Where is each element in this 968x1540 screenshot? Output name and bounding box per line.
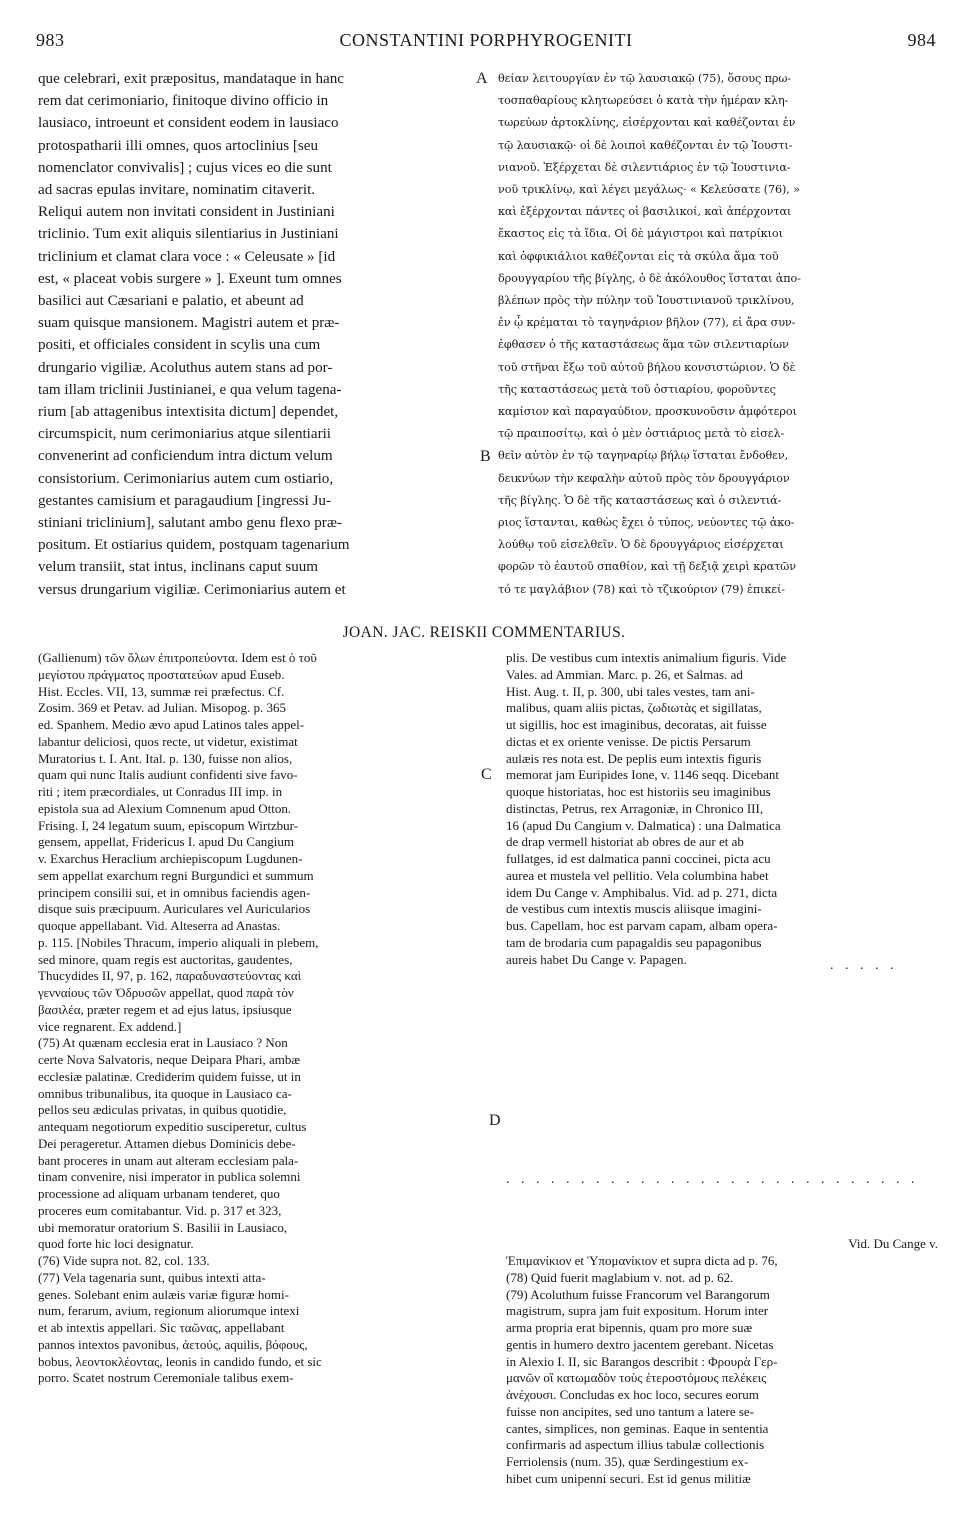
text-line: sem appellat exarchum regni Burgundici et summum — [38, 867, 314, 883]
text-line: et ab intextis appellari. Sic ταῶνας, appellabant — [38, 1320, 285, 1335]
ellipsis-dots-upper: . . . . . — [830, 958, 898, 973]
text-line: λούθῳ τοῦ εἰσελθεῖν. Ὁ δὲ δρουγγάριος εἰσέρχεται — [498, 538, 784, 552]
commentary-heading: JOAN. JAC. REISKII COMMENTARIUS. — [342, 624, 626, 641]
text-line: quod forte hic loci designatur. — [38, 1236, 194, 1252]
text-line — [506, 1220, 938, 1237]
text-line: num, ferarum, avium, regionum aliorumque intexi — [38, 1303, 300, 1319]
text-line — [506, 1102, 938, 1119]
text-line: v. Exarchus Heraclium archiepiscopum Lugdunen- — [38, 851, 303, 866]
page-header — [36, 30, 936, 56]
text-line: principem consilii sui, et in omnibus faciendis agen- — [38, 884, 311, 900]
text-line: de drap vermell historiat ab obres de aur et ab — [506, 834, 744, 850]
text-line: rium [ab attagenibus intextisita dictum] dependet, — [38, 404, 339, 421]
text-line: μεγίστου πράγματος προστατεύων apud Euseb. — [38, 666, 285, 682]
text-line: rem dat cerimoniario, finitoque divino officio in — [38, 93, 329, 110]
text-line: γενναίους τῶν Ὀδρυσῶν appellat, quod παρὰ τὸν — [38, 985, 294, 1000]
text-line: τῆς καταστάσεως μετὰ τοῦ ὀστιαρίου, φοροῦντες — [498, 382, 776, 396]
text-line: gestantes camisium et paragaudium [ingressi Ju- — [38, 492, 331, 509]
text-line: antequam negotiorum expeditio susciperetur, cultus — [38, 1119, 307, 1134]
text-line: gensem, appellat, Fridericus I. apud Du Cangium — [38, 834, 294, 850]
text-line: ad sacras epulas invitare, nominatim citaverit. — [38, 182, 316, 199]
text-line — [506, 1019, 938, 1036]
text-line — [506, 1086, 938, 1103]
text-line: lausiaco, introeunt et consident eodem in lausiaco — [38, 115, 339, 132]
text-line: bus. Capellam, hoc est parvam capam, albam opera- — [506, 918, 778, 933]
text-line: τωρεύων ἀρτοκλίνης, εἰσέρχονται καὶ καθέζονται ἐν — [498, 116, 796, 130]
text-line: Ferriolensis (num. 35), quæ Serdingestium ex- — [506, 1454, 749, 1469]
text-line: νοῦ τρικλίνῳ, καὶ λέγει μεγάλως· « Κελεύσατε (76), » — [498, 183, 800, 197]
text-line: positi, et officiales consident in scylis una cum — [38, 337, 321, 354]
text-line: (75) At quænam ecclesia erat in Lausiaco ? Non — [38, 1035, 288, 1051]
text-line: versus drungarium vigiliæ. Cerimoniarius autem et — [38, 581, 346, 598]
text-line: ἀνέχουσι. Concludas ex hoc loco, secures eorum — [506, 1387, 759, 1402]
text-line: ἐφθασεν ὁ τῆς καταστάσεως ἅμα τῶν σιλεντιαρίων — [498, 338, 789, 352]
text-line: βασιλέα, præter regem et ad ejus latus, ipsiusque — [38, 1001, 292, 1017]
text-line: ubi memoratur oratorium S. Basilii in Lausiaco, — [38, 1219, 288, 1235]
text-line: velum transiit, stat intus, inclinans caput suum — [38, 559, 319, 576]
text-line: epistola sua ad Alexium Comnenum apud Otton. — [38, 800, 292, 816]
text-line: aurea et mustela vel pellitio. Vela columbina habet — [506, 867, 769, 883]
text-line: Hist. Eccles. VII, 13, summæ rei præfectus. Cf. — [38, 683, 285, 699]
text-line: (77) Vela tagenaria sunt, quibus intexti atta- — [38, 1269, 266, 1285]
ellipsis-dots-lower: . . . . . . . . . . . . . . . . . . . . . . . . . . . . — [506, 1172, 919, 1187]
text-line: μανῶν οἳ κατωμαδὸν τοὺς ἑτεροστόμους πελέκεις — [506, 1370, 767, 1386]
text-line: pellos seu ædiculas privatas, in quibus quotidie, — [38, 1102, 287, 1118]
text-line: stiniani triclinium], salutant ambo genu flexo præ- — [38, 515, 342, 532]
text-line: arma propria erat bipennis, quam pro more suæ — [506, 1320, 753, 1335]
text-line: καμίσιον καὶ παραγαύδιον, προσκυνοῦσιν ἀμφότεροι — [498, 405, 797, 419]
text-line: (76) Vide supra not. 82, col. 133. — [38, 1253, 210, 1268]
text-line: τό τε μαγλάβιον (78) καὶ τὸ τζικούριον (79) ἐπικεί- — [498, 582, 785, 596]
text-line: tam illam triclinii Justinianei, e qua velum tagena- — [38, 381, 342, 398]
text-line: pannos intextos pavonibus, ἀετούς, aquilis, βόφους, — [38, 1336, 308, 1352]
text-line: est, « placeat vobis surgere » ]. Exeunt tum omnes — [38, 270, 342, 287]
page-number-right: 984 — [907, 30, 936, 50]
text-line: Frising. I, 24 legatum suum, episcopum Wirtzbur- — [38, 817, 299, 833]
text-line: Vid. Du Cange v. — [848, 1236, 938, 1252]
text-line — [506, 1069, 938, 1086]
text-line — [506, 1136, 938, 1153]
text-line: tam de brodaria cum papagaldis seu papagonibus — [506, 934, 762, 950]
text-line: quoque historiatas, hoc est historiis seu imaginibus — [506, 784, 771, 799]
text-line: processione ad aliquam urbanam tenderet, quo — [38, 1186, 280, 1201]
margin-marker-d: D — [489, 1112, 501, 1129]
text-line: vice regnarent. Ex addend.] — [38, 1018, 182, 1034]
text-line: νιανοῦ. Ἐξέρχεται δὲ σιλεντιάριος ἐν τῷ Ἰουστινια- — [498, 160, 791, 174]
text-line: circumspicit, num cerimoniarius atque silentiarii — [38, 426, 331, 443]
text-line: ut sigillis, hoc est imaginibus, decoratas, ait fuisse — [506, 717, 767, 732]
text-line: drungario vigiliæ. Acoluthus autem stans ad por- — [38, 359, 333, 376]
text-line: Muratorius t. I. Ant. Ital. p. 130, fuisse non alios, — [38, 750, 293, 766]
text-line: φορῶν τὸ ἑαυτοῦ σπαθίον, καὶ τῇ δεξιᾷ χειρὶ κρατῶν — [498, 560, 796, 574]
text-line: proceres eum comitabantur. Vid. p. 317 et 323, — [38, 1202, 282, 1218]
text-line: p. 115. [Nobiles Thracum, imperio aliquali in plebem, — [38, 934, 319, 950]
text-line: Dei perageretur. Attamen diebus Dominicis debe- — [38, 1135, 296, 1151]
text-line: ἕκαστος εἰς τὰ ἴδια. Οἱ δὲ μάγιστροι καὶ πατρίκιοι — [498, 227, 783, 241]
text-line: ἐν ᾧ κρέμαται τὸ ταγηνάριον βῆλον (77), εἰ ἄρα συν- — [498, 316, 796, 330]
text-line: ριος ἵστανται, καθὼς ἔχει ὁ τύπος, νεύοντες τῷ ἀκο- — [498, 516, 795, 530]
text-line — [506, 1203, 938, 1220]
text-line: dictas et ex oriente venisse. De pictis Persarum — [506, 733, 751, 749]
text-line: disque suis præcipuum. Auriculares vel Auricularios — [38, 901, 311, 917]
margin-marker-b: B — [480, 448, 491, 465]
text-line: (Gallienum) τῶν ὅλων ἐπιτροπεύοντα. Idem est ὁ τοῦ — [38, 650, 317, 665]
text-line: confirmaris ad aspectum illius tabulæ collectionis — [506, 1437, 765, 1453]
text-line: βλέπων πρὸς τὴν πύλην τοῦ Ἰουστινιανοῦ τρικλίνου, — [498, 294, 795, 308]
text-line: labantur deliciosi, quos recte, ut videtur, existimat — [38, 733, 298, 749]
text-line: basilici aut Cæsariani e palatio, et abeunt ad — [38, 293, 304, 310]
text-line: bant proceres in unam aut alteram ecclesiam pala- — [38, 1152, 299, 1168]
text-line — [506, 1035, 938, 1052]
text-line: plis. De vestibus cum intextis animalium figuris. Vide — [506, 650, 787, 665]
text-line: memorat jam Euripides Ione, v. 1146 seqq. Dicebant — [506, 767, 780, 783]
text-line: τοσπαθαρίους κλητωρεύσει ὁ κατὰ τὴν ἡμέραν κλη- — [498, 94, 789, 108]
text-line: convenerint ad conficiendum intra dictum velum — [38, 448, 333, 465]
text-line: Vales. ad Ammian. Marc. p. 26, et Salmas. ad — [506, 666, 743, 682]
text-line: (79) Acoluthum fuisse Francorum vel Barangorum — [506, 1286, 770, 1302]
text-line: magistrum, supra jam fuit expositum. Horum inter — [506, 1303, 769, 1319]
text-line: que celebrari, exit præpositus, mandataque in hanc — [38, 71, 344, 87]
text-line: hibet cum unipenni securi. Est id genus militiæ — [506, 1470, 751, 1486]
text-line: aureis habet Du Cange v. Papagen. — [506, 951, 687, 967]
text-line — [506, 1153, 938, 1170]
text-line: Thucydides II, 97, p. 162, παραδυναστεύοντας καὶ — [38, 968, 302, 984]
text-line: positum. Et ostiarius quidem, postquam tagenarium — [38, 537, 350, 554]
greek-text-column — [498, 68, 938, 601]
margin-marker-c: C — [481, 766, 492, 783]
text-line: nomenclator convivalis] ; cujus vices eo die sunt — [38, 159, 332, 176]
text-line: aulæis res nota est. De peplis eum intextis figuris — [506, 750, 762, 766]
text-line: quam qui nunc Italis audiunt confidenti sive favo- — [38, 767, 298, 783]
text-line: tinam convenire, nisi imperator in publica solemni — [38, 1169, 301, 1185]
text-line: bobus, λεοντοκλέοντας, leonis in candido fundo, et sic — [38, 1353, 322, 1369]
text-line: gentis in humero dextro jacentem gerebant. Nicetas — [506, 1336, 774, 1352]
text-line: fullatges, id est dalmatica panni coccinei, picta acu — [506, 851, 771, 866]
text-line: distinctas, Petrus, rex Arragoniæ, in Chronico III, — [506, 800, 764, 816]
page-number-left: 983 — [36, 30, 65, 50]
text-line: porro. Scatet nostrum Ceremoniale talibus exem- — [38, 1370, 294, 1386]
text-line: idem Du Cange v. Amphibalus. Vid. ad p. 271, dicta — [506, 884, 778, 900]
text-line: Zosim. 369 et Petav. ad Julian. Misopog. p. 365 — [38, 700, 286, 716]
text-line: θεῖν αὐτὸν ἐν τῷ ταγηναρίῳ βήλῳ ἵσταται ἔνδοθεν, — [498, 449, 789, 463]
text-line: (78) Quid fuerit maglabium v. not. ad p. 62. — [506, 1269, 734, 1285]
text-line: ecclesiæ palatinæ. Crediderim quidem fuisse, ut in — [38, 1068, 301, 1084]
text-line: Hist. Aug. t. II, p. 300, ubi tales vestes, tam ani- — [506, 683, 755, 699]
text-line: 16 (apud Du Cangium v. Dalmatica) : una Dalmatica — [506, 817, 781, 833]
text-line: malibus, quam aliis pictas, ζωδιωτὰς et sigillatas, — [506, 700, 762, 716]
running-title: CONSTANTINI PORPHYROGENITI — [339, 30, 633, 50]
text-line: τῆς βίγλης. Ὁ δὲ τῆς καταστάσεως καὶ ὁ σιλεντιά- — [498, 493, 782, 507]
text-line: sed minore, quam regis est auctoritas, gaudentes, — [38, 951, 293, 967]
margin-marker-a: A — [476, 70, 488, 87]
text-line: triclinio. Tum exit aliquis silentiarius in Justiniani — [38, 226, 339, 243]
text-line: genes. Solebant enim aulæis variæ figuræ homi- — [38, 1286, 289, 1302]
text-line: protospatharii illi omnes, quos artoclinius [seu — [38, 137, 319, 154]
latin-text-column — [38, 68, 474, 601]
text-line: καὶ ἐξέρχονται πάντες οἱ βασιλικοί, καὶ ἀπέρχονται — [498, 205, 792, 219]
text-line: τοῦ στῆναι ἔξω τοῦ αὐτοῦ βήλου κονσιστώριον. Ὁ δὲ — [498, 360, 796, 374]
text-line — [506, 1052, 938, 1069]
text-line: ed. Spanhem. Medio ævo apud Latinos tales appel- — [38, 717, 305, 732]
text-line — [506, 1119, 938, 1136]
text-line: in Alexio I. II, sic Barangos describit : Φρουρὰ Γερ- — [506, 1353, 778, 1369]
text-line: δρουγγαρίου τῆς βίγλης, ὁ δὲ ἀκόλουθος ἵσταται ἀπο- — [498, 271, 801, 285]
text-line: de vestibus cum intextis muscis aliisque imagini- — [506, 901, 762, 917]
text-line: θείαν λειτουργίαν ἐν τῷ λαυσιακῷ (75), ὅσους πρω- — [498, 72, 792, 85]
text-line: τῷ πραιποσίτῳ, καὶ ὁ μὲν ὀστιάριος μετὰ τὸ εἰσελ- — [498, 427, 785, 441]
text-line: Reliqui autem non invitati consident in Justiniani — [38, 204, 335, 221]
commentary-right-column — [506, 650, 938, 1488]
text-line: consistorium. Cerimoniarius autem cum ostiario, — [38, 470, 334, 487]
commentary-left-column — [38, 650, 484, 1387]
text-line: cantes, simplices, non geminas. Eaque in sententia — [506, 1420, 769, 1436]
text-line: triclinium et clamat clara voce : « Celeusate » [id — [38, 248, 336, 265]
text-line — [506, 1186, 938, 1203]
text-line: riti ; item præcordiales, ut Conradus III imp. in — [38, 784, 283, 799]
text-line: fuisse non ancipites, sed uno tantum a latere se- — [506, 1403, 755, 1419]
text-line — [506, 985, 938, 1002]
text-line — [506, 1002, 938, 1019]
text-line: certe Nova Salvatoris, neque Deipara Phari, ambæ — [38, 1052, 301, 1067]
text-line: Ἐπιμανίκιον et Ὑπομανίκιον et supra dicta ad p. 76, — [506, 1253, 778, 1268]
text-line: omnibus tribunalibus, ita quoque in Lausiaco ca- — [38, 1085, 292, 1101]
text-line: suam quisque mansionem. Magistri autem et præ- — [38, 315, 340, 332]
text-line: καὶ ὀφφικιάλιοι καθέζονται εἰς τὰ σκύλα ἅμα τοῦ — [498, 249, 779, 263]
text-line: δεικνύων τὴν κεφαλὴν αὐτοῦ πρὸς τὸν δρουγγάριον — [498, 471, 790, 485]
text-line: quoque appellabant. Vid. Alteserra ad Anastas. — [38, 918, 281, 933]
text-line: τῷ λαυσιακῷ· οἱ δὲ λοιποὶ καθέζονται ἐν τῷ Ἰουστι- — [498, 138, 793, 152]
